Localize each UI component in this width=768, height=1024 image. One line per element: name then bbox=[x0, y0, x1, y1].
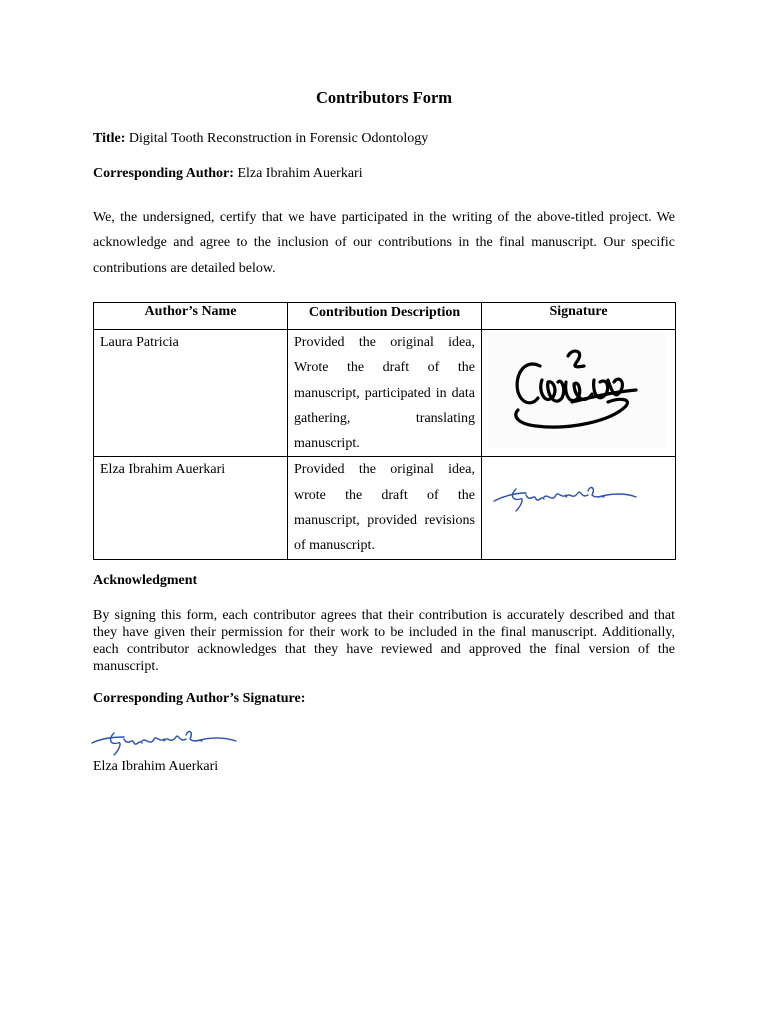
title-label: Title: bbox=[93, 131, 126, 146]
corresponding-signature-heading: Corresponding Author’s Signature: bbox=[93, 691, 306, 706]
table-row bbox=[94, 330, 676, 457]
contribution-description-cell: Provided the original idea, Wrote the draft of the manuscript, participated in data gathering, translating manuscript. bbox=[288, 330, 482, 457]
header-authors-name: Author’s Name bbox=[94, 303, 288, 330]
header-contribution-description: Contribution Description bbox=[288, 303, 482, 330]
author-name-cell: Elza Ibrahim Auerkari bbox=[94, 457, 288, 559]
header-signature: Signature bbox=[482, 303, 676, 330]
intro-paragraph: We, the undersigned, certify that we have participated in the writing of the above-titled project. We acknowledge and agree to the inclusion of our contributions in the final manuscript. Our specific contributions are detailed below. bbox=[93, 210, 675, 276]
handwritten-signature-blue-icon bbox=[492, 481, 642, 517]
title-value: Digital Tooth Reconstruction in Forensic Odontology bbox=[128, 131, 429, 146]
table-header-row bbox=[94, 303, 676, 330]
corresponding-author-name: Elza Ibrahim Auerkari bbox=[93, 759, 219, 774]
acknowledgment-text: By signing this form, each contributor agrees that their contribution is accurately described and that they have given their permission for their work to be included in the final manuscript. Additionally, each contributor acknowledges that they have reviewed and approved the final version of the manuscript. bbox=[93, 608, 675, 674]
table-row bbox=[94, 457, 676, 559]
signature-cell bbox=[482, 457, 676, 559]
contributions-table bbox=[93, 302, 676, 560]
title-line bbox=[93, 131, 428, 147]
contribution-description-cell: Provided the original idea, wrote the draft of the manuscript, provided revisions of manuscript. bbox=[288, 457, 482, 559]
form-heading: Contributors Form bbox=[315, 88, 453, 107]
corresponding-author-line bbox=[93, 166, 363, 182]
signature-cell bbox=[482, 330, 676, 457]
handwritten-signature-black-icon bbox=[488, 332, 665, 448]
corresponding-author-value: Elza Ibrahim Auerkari bbox=[237, 166, 363, 181]
acknowledgment-heading: Acknowledgment bbox=[93, 573, 198, 588]
author-name-cell: Laura Patricia bbox=[94, 330, 288, 457]
corresponding-author-label: Corresponding Author: bbox=[93, 166, 234, 181]
